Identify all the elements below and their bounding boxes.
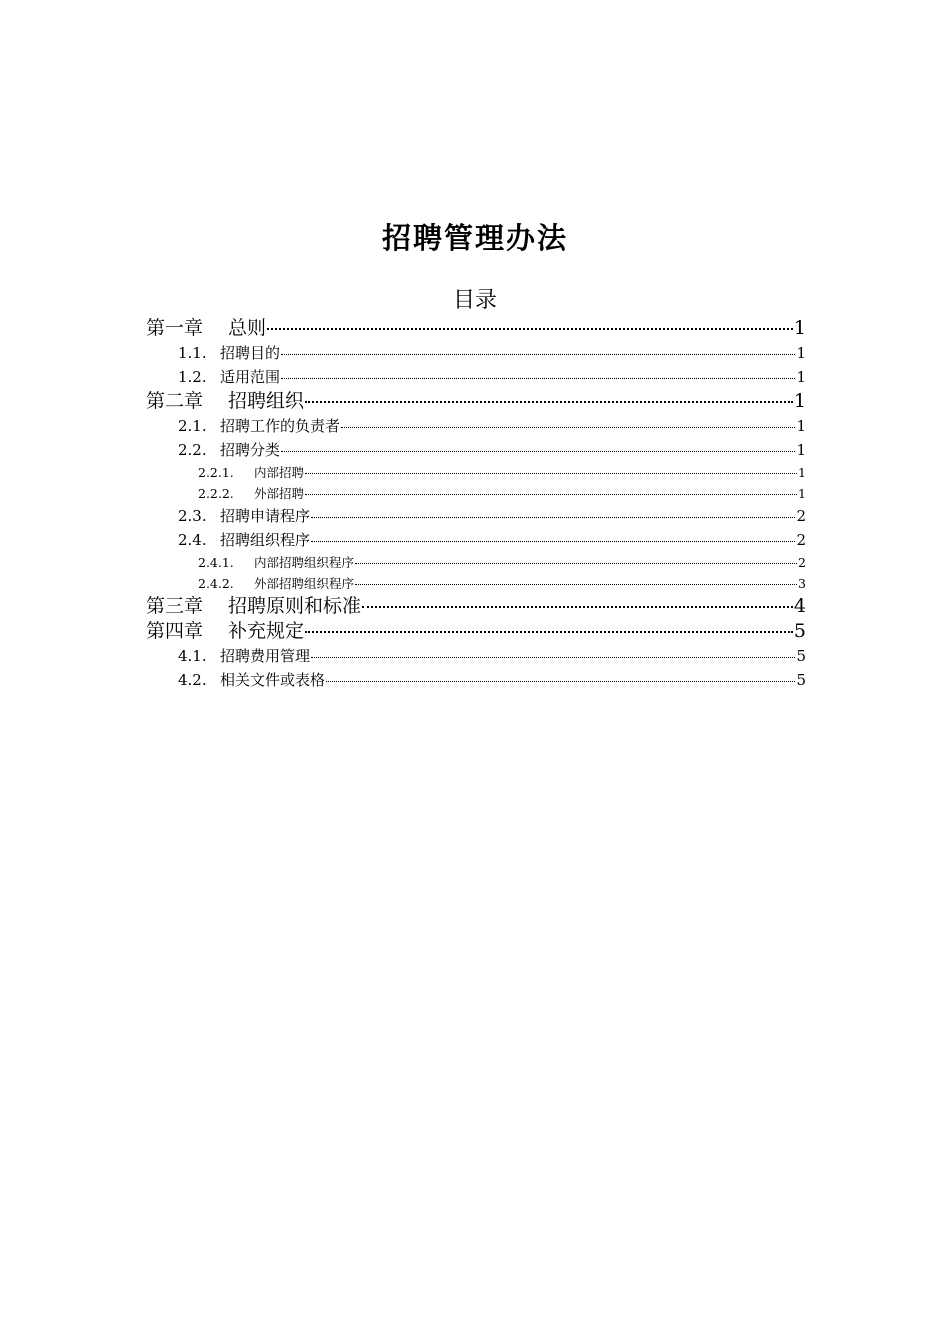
toc-entry[interactable] [146, 668, 806, 692]
toc-entry-page-number: 1 [796, 441, 806, 459]
toc-entry-label: 内部招聘组织程序 [254, 555, 355, 570]
toc-entry[interactable] [146, 573, 806, 594]
toc-entry[interactable] [146, 504, 806, 528]
toc-entry-page-number: 3 [798, 576, 806, 591]
toc-entry-number: 第四章 [146, 620, 204, 642]
toc-dot-leader [341, 427, 795, 428]
toc-entry[interactable] [146, 438, 806, 462]
toc-dot-leader [305, 401, 793, 403]
toc-dot-leader [311, 657, 795, 658]
toc-entry[interactable] [146, 414, 806, 438]
toc-heading: 目录 [452, 288, 497, 313]
toc-dot-leader [281, 451, 795, 452]
toc-dot-leader [362, 606, 793, 608]
toc-dot-leader [281, 378, 795, 379]
toc-entry-page-number: 2 [798, 555, 806, 570]
toc-entry-label: 招聘工作的负责者 [220, 417, 341, 435]
toc-entry-number: 1.1. [178, 344, 207, 362]
toc-entry-page-number: 5 [796, 671, 806, 689]
toc-dot-leader [311, 517, 795, 518]
toc-entry-number: 1.2. [178, 368, 207, 386]
toc-dot-leader [355, 584, 797, 585]
toc-entry-label: 招聘原则和标准 [228, 595, 362, 617]
toc-entry-number: 2.4. [178, 531, 207, 549]
toc-dot-leader [355, 563, 797, 564]
toc-entry[interactable] [146, 644, 806, 668]
toc-dot-leader [267, 328, 793, 330]
toc-entry-label: 招聘目的 [220, 344, 281, 362]
toc-entry-label: 招聘费用管理 [220, 647, 311, 665]
toc-entry-number: 2.4.1. [198, 555, 234, 570]
toc-dot-leader [311, 541, 795, 542]
toc-entry-number: 2.3. [178, 507, 207, 525]
toc-entry[interactable] [146, 528, 806, 552]
toc-entry-page-number: 4 [793, 595, 806, 617]
toc-entry-page-number: 1 [796, 344, 806, 362]
toc-entry-number: 2.2.1. [198, 465, 234, 480]
toc-entry-label: 适用范围 [220, 368, 281, 386]
toc-entry[interactable] [146, 316, 806, 341]
toc-entry-page-number: 5 [793, 620, 806, 642]
toc-entry-page-number: 2 [796, 531, 806, 549]
toc-dot-leader [326, 681, 795, 682]
toc-entry-page-number: 1 [796, 417, 806, 435]
toc-entry-page-number: 1 [796, 368, 806, 386]
toc-dot-leader [305, 494, 797, 495]
document-title: 招聘管理办法 [381, 221, 568, 255]
toc-entry-label: 外部招聘组织程序 [254, 576, 355, 591]
toc-entry[interactable] [146, 619, 806, 644]
toc-entry-page-number: 1 [793, 390, 806, 412]
toc-dot-leader [281, 354, 795, 355]
toc-entry-number: 2.4.2. [198, 576, 234, 591]
toc-entry-page-number: 1 [798, 486, 806, 501]
toc-entry-label: 招聘分类 [220, 441, 281, 459]
toc-entry-page-number: 1 [793, 317, 806, 339]
toc-entry-number: 4.1. [178, 647, 207, 665]
toc-entry[interactable] [146, 341, 806, 365]
toc-entry-number: 第三章 [146, 595, 204, 617]
toc-entry[interactable] [146, 552, 806, 573]
toc-entry[interactable] [146, 483, 806, 504]
toc-entry[interactable] [146, 365, 806, 389]
toc-entry-label: 招聘组织程序 [220, 531, 311, 549]
toc-entry-page-number: 1 [798, 465, 806, 480]
toc-entry-page-number: 2 [796, 507, 806, 525]
toc-entry[interactable] [146, 594, 806, 619]
toc-dot-leader [305, 631, 793, 633]
toc-entry-label: 招聘组织 [228, 390, 305, 412]
toc-entry-label: 补充规定 [228, 620, 305, 642]
toc-entry-number: 第二章 [146, 390, 204, 412]
toc-entry-label: 内部招聘 [254, 465, 305, 480]
toc-dot-leader [305, 473, 797, 474]
toc-entry-label: 相关文件或表格 [220, 671, 326, 689]
toc-entry-page-number: 5 [796, 647, 806, 665]
table-of-contents [146, 316, 806, 692]
toc-entry-label: 总则 [228, 317, 267, 339]
toc-entry-number: 第一章 [146, 317, 204, 339]
toc-entry-number: 2.2. [178, 441, 207, 459]
toc-entry-label: 招聘申请程序 [220, 507, 311, 525]
toc-entry-number: 2.1. [178, 417, 207, 435]
toc-entry[interactable] [146, 389, 806, 414]
toc-entry-label: 外部招聘 [254, 486, 305, 501]
toc-entry[interactable] [146, 462, 806, 483]
toc-entry-number: 2.2.2. [198, 486, 234, 501]
toc-entry-number: 4.2. [178, 671, 207, 689]
